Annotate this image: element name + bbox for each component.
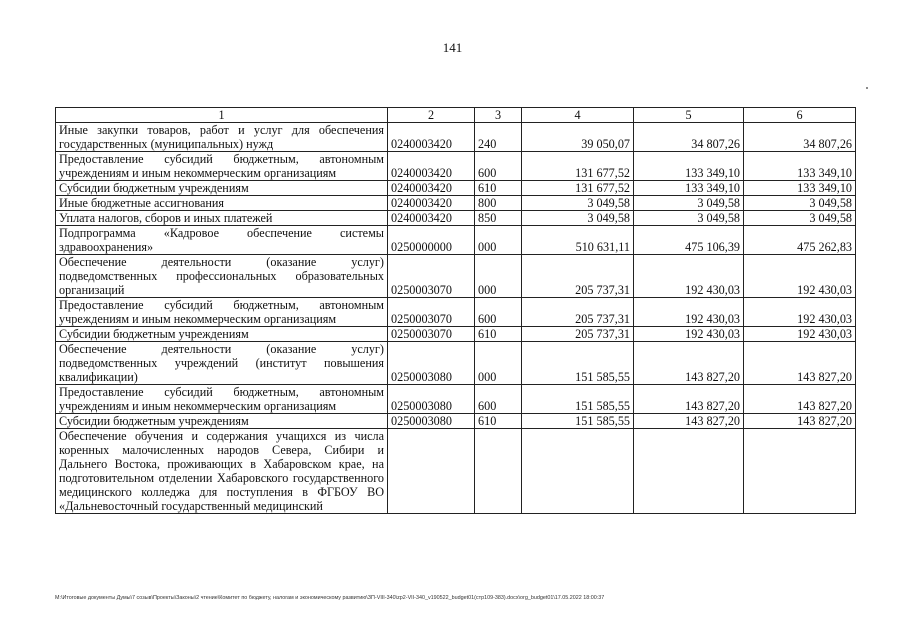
row-value-col5: 475 106,39: [634, 226, 744, 255]
row-code: 0240003420: [388, 181, 475, 196]
row-value-col4: 205 737,31: [522, 298, 634, 327]
row-expense-type: 610: [475, 327, 522, 342]
row-value-col6: 143 827,20: [744, 342, 856, 385]
row-value-col4: 205 737,31: [522, 255, 634, 298]
row-value-col4: 39 050,07: [522, 123, 634, 152]
row-expense-type: 610: [475, 181, 522, 196]
row-value-col4: 510 631,11: [522, 226, 634, 255]
row-expense-type: 600: [475, 298, 522, 327]
row-value-col6: 143 827,20: [744, 385, 856, 414]
header-cell: 5: [634, 108, 744, 123]
row-expense-type: 600: [475, 385, 522, 414]
row-value-col4: 151 585,55: [522, 385, 634, 414]
row-code: 0240003420: [388, 196, 475, 211]
row-value-col6: 3 049,58: [744, 196, 856, 211]
table-row: [56, 429, 856, 514]
row-value-col5: [634, 429, 744, 514]
row-name: Уплата налогов, сборов и иных платежей: [56, 211, 388, 226]
table-row: [56, 414, 856, 429]
row-value-col6: 475 262,83: [744, 226, 856, 255]
row-value-col5: 192 430,03: [634, 255, 744, 298]
row-value-col5: 192 430,03: [634, 327, 744, 342]
row-code: 0250003080: [388, 414, 475, 429]
row-expense-type: 000: [475, 342, 522, 385]
row-value-col5: 192 430,03: [634, 298, 744, 327]
row-code: 0240003420: [388, 152, 475, 181]
row-value-col5: 133 349,10: [634, 181, 744, 196]
row-value-col6: 192 430,03: [744, 298, 856, 327]
table-row: [56, 123, 856, 152]
table-row: [56, 327, 856, 342]
page-number: 141: [442, 40, 463, 55]
row-name: Иные закупки товаров, работ и услуг для обеспечения государственных (муниципальных) нужд: [56, 123, 388, 152]
header-cell: 4: [522, 108, 634, 123]
row-value-col6: 133 349,10: [744, 181, 856, 196]
row-value-col6: 3 049,58: [744, 211, 856, 226]
table-row: [56, 152, 856, 181]
row-name: Подпрограмма «Кадровое обеспечение системы здравоохранения»: [56, 226, 388, 255]
row-value-col4: 151 585,55: [522, 414, 634, 429]
row-value-col5: 34 807,26: [634, 123, 744, 152]
row-name: Предоставление субсидий бюджетным, автономным учреждениям и иным некоммерческим организациям: [56, 152, 388, 181]
row-name: Иные бюджетные ассигнования: [56, 196, 388, 211]
header-cell: 2: [388, 108, 475, 123]
row-code: 0250003080: [388, 342, 475, 385]
row-expense-type: [475, 429, 522, 514]
header-cell: 1: [56, 108, 388, 123]
row-expense-type: 600: [475, 152, 522, 181]
row-value-col4: [522, 429, 634, 514]
row-code: 0250003070: [388, 327, 475, 342]
row-name: Обеспечение деятельности (оказание услуг) подведомственных профессиональных образовательных организаций: [56, 255, 388, 298]
row-value-col4: 151 585,55: [522, 342, 634, 385]
row-value-col5: 133 349,10: [634, 152, 744, 181]
table-row: [56, 342, 856, 385]
row-value-col5: 143 827,20: [634, 414, 744, 429]
row-value-col4: 131 677,52: [522, 181, 634, 196]
row-value-col6: 143 827,20: [744, 414, 856, 429]
row-code: 0250003070: [388, 298, 475, 327]
table-row: [56, 226, 856, 255]
row-name: Предоставление субсидий бюджетным, автономным учреждениям и иным некоммерческим организациям: [56, 298, 388, 327]
row-name: Обеспечение обучения и содержания учащихся из числа коренных малочисленных народов Севера, Сибири и Дальнего Востока, проживающих в Хабаровском крае, на подготовительном отделении Хабаровского государственного медицинского колледжа для поступления в ФГБОУ ВО «Дальневосточный государственный медицинский: [56, 429, 388, 514]
row-expense-type: 000: [475, 226, 522, 255]
row-value-col6: [744, 429, 856, 514]
row-value-col5: 143 827,20: [634, 342, 744, 385]
table-row: [56, 255, 856, 298]
header-cell: 6: [744, 108, 856, 123]
row-value-col5: 3 049,58: [634, 196, 744, 211]
row-name: Предоставление субсидий бюджетным, автономным учреждениям и иным некоммерческим организациям: [56, 385, 388, 414]
row-name: Субсидии бюджетным учреждениям: [56, 181, 388, 196]
row-name: Обеспечение деятельности (оказание услуг) подведомственных учреждений (институт повышения квалификации): [56, 342, 388, 385]
row-code: 0250000000: [388, 226, 475, 255]
row-code: 0250003080: [388, 385, 475, 414]
file-path-footer: M:\Итоговые документы Думы\7 созыв\Проекты\Законы\2 чтение\Комитет по бюджету, налогам и экономическому развитию\ЗП-VIII-340\zp2-VII-340_v190522_budget01(стр109-383).docx\org_budget01\17.05.2022 18:00:37: [55, 595, 605, 601]
row-code: 0250003070: [388, 255, 475, 298]
row-value-col4: 131 677,52: [522, 152, 634, 181]
row-value-col6: 34 807,26: [744, 123, 856, 152]
row-name: Субсидии бюджетным учреждениям: [56, 414, 388, 429]
row-expense-type: 240: [475, 123, 522, 152]
row-value-col5: 143 827,20: [634, 385, 744, 414]
row-value-col4: 3 049,58: [522, 211, 634, 226]
table-row: [56, 196, 856, 211]
row-code: 0240003420: [388, 211, 475, 226]
table-row: [56, 298, 856, 327]
table-row: [56, 211, 856, 226]
row-value-col4: 3 049,58: [522, 196, 634, 211]
row-value-col4: 205 737,31: [522, 327, 634, 342]
budget-table: [55, 107, 856, 514]
row-name: Субсидии бюджетным учреждениям: [56, 327, 388, 342]
row-value-col6: 192 430,03: [744, 327, 856, 342]
row-code: 0240003420: [388, 123, 475, 152]
row-expense-type: 850: [475, 211, 522, 226]
header-row: [56, 108, 856, 123]
table-row: [56, 181, 856, 196]
header-cell: 3: [475, 108, 522, 123]
row-value-col6: 133 349,10: [744, 152, 856, 181]
table-row: [56, 385, 856, 414]
row-code: [388, 429, 475, 514]
row-expense-type: 000: [475, 255, 522, 298]
scan-speck: [866, 87, 868, 89]
row-expense-type: 800: [475, 196, 522, 211]
row-expense-type: 610: [475, 414, 522, 429]
row-value-col5: 3 049,58: [634, 211, 744, 226]
row-value-col6: 192 430,03: [744, 255, 856, 298]
